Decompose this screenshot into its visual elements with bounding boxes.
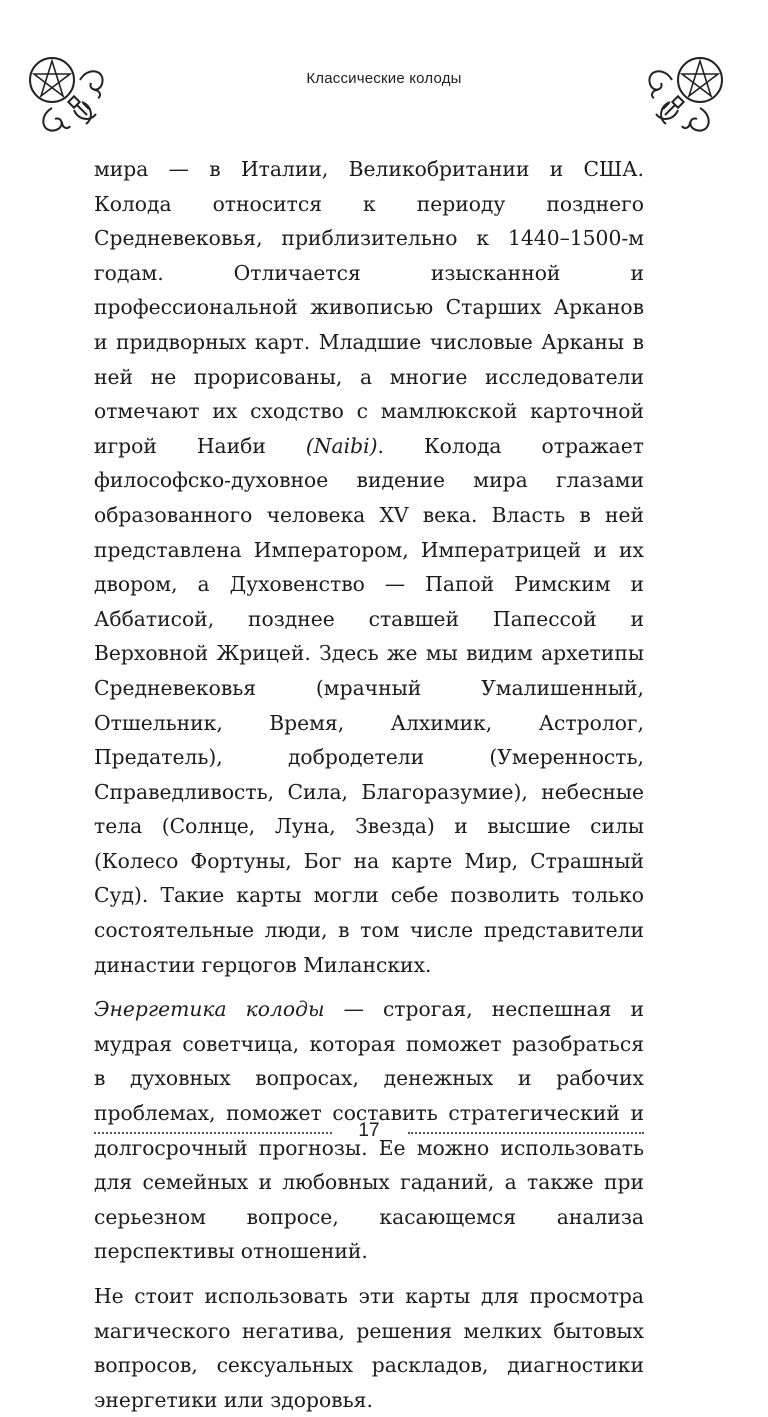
- paragraph-1-rest: . Колода отражает философско-духовное видение мира глазами образованного человека XV века. Власть в ней представлена Императором, Императрицей и их двором, а Духовенство — Папой Римским и Аббатисой, позднее ставшей Папессой и Верховной Жрицей. Здесь же мы видим архетипы Средневековья (мрачный Умалишенный, Отшельник, Время, Алхимик, Астролог, Предатель), добродетели (Умеренность, Справедливость, Сила, Благоразумие), небесные тела (Солнце, Луна, Звезда) и высшие силы (Колесо Фортуны, Бог на карте Мир, Страшный Суд). Такие карты могли себе позволить только состоятельные люди, в том числе представители династии герцогов Миланских.: [94, 433, 644, 977]
- footer-dotted-rule-left: [94, 1132, 332, 1134]
- page-number: 17: [358, 1120, 380, 1141]
- running-head: Классические колоды: [306, 70, 462, 87]
- footer-dotted-rule-right: [408, 1132, 644, 1134]
- paragraph-1-text: мира — в Италии, Великобритании и США. Колода относится к периоду позднего Средневековья, приблизительно к 1440–1500-м годам. Отличается изысканной и профессиональной живописью Старших Арканов и придворных карт. Младшие числовые Арканы в ней не прорисованы, а многие исследователи отмечают их сходство с мамлюкской карточной игрой Наиби: [94, 157, 644, 458]
- paragraph-2-italic: Энергетика колоды: [94, 997, 325, 1022]
- paragraph-2-rest: — строгая, неспешная и мудрая советчица, которая поможет разобраться в духовных вопросах, денежных и рабочих проблемах, поможет составить стратегический и долгосрочный прогнозы. Ее можно использовать для семейных и любовных гаданий, а также при серьезном вопросе, касающемся анализа перспективы отношений.: [94, 997, 645, 1264]
- paragraph-1: [94, 152, 644, 982]
- paragraph-3: Не стоит использовать эти карты для просмотра магического негатива, решения мелких бытовых вопросов, сексуальных раскладов, диагностики энергетики или здоровья.: [94, 1284, 644, 1412]
- pentacle-ornament-icon: [630, 50, 730, 150]
- page-footer: [94, 1120, 644, 1144]
- body-text: [94, 152, 644, 1417]
- paragraph-1-italic: (Naibi): [305, 433, 378, 458]
- pentacle-ornament-icon: [22, 50, 122, 150]
